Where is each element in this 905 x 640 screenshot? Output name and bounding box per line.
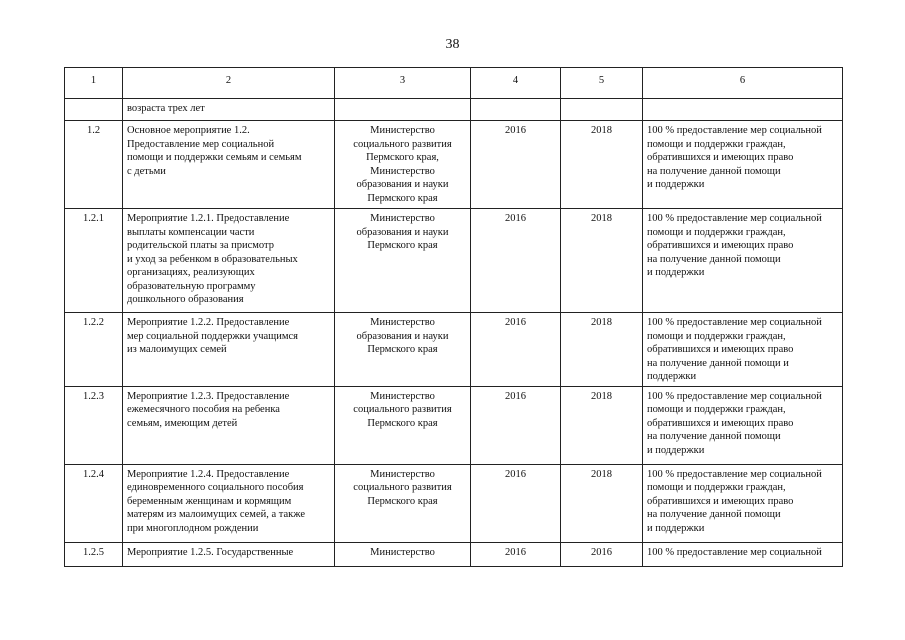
column-header: 2 <box>123 68 335 99</box>
executor-line: Пермского края <box>367 417 438 429</box>
start-year-cell: 2016 <box>471 209 561 313</box>
activity-name-cell <box>123 209 335 313</box>
start-year-cell: 2016 <box>471 313 561 387</box>
expected-result-line: помощи и поддержки граждан, <box>647 138 786 150</box>
activity-name-line: Мероприятие 1.2.2. Предоставление <box>127 317 290 328</box>
executor-cell <box>335 313 471 387</box>
activity-name-line: Мероприятие 1.2.5. Государственные <box>127 546 294 558</box>
executor-line: социального развития <box>353 404 452 415</box>
table-row <box>65 121 843 209</box>
item-number-cell: 1.2.3 <box>65 386 123 464</box>
item-number-cell: 1.2.1 <box>65 209 123 313</box>
executor-cell <box>335 121 471 209</box>
end-year-cell: 2018 <box>561 313 643 387</box>
page-number: 38 <box>445 37 460 52</box>
executor-line: Министерство <box>370 317 435 328</box>
expected-result-line: на получение данной помощи <box>647 165 781 177</box>
expected-result-line: обратившихся и имеющих право <box>647 152 794 163</box>
activity-name-line: матерям из малоимущих семей, а также <box>127 509 306 520</box>
executor-line: Министерство <box>370 165 435 177</box>
expected-result-line: 100 % предоставление мер социальной <box>647 546 822 558</box>
table-row <box>65 99 843 121</box>
executor-line: Пермского края <box>367 192 438 204</box>
end-year-cell: 2018 <box>561 386 643 464</box>
executor-line: Министерство <box>370 125 435 136</box>
activity-name-line: образовательную программу <box>127 280 256 292</box>
activity-name-line: организациях, реализующих <box>127 267 255 278</box>
executor-line: Министерство <box>370 546 435 558</box>
item-number-cell: 1.2.2 <box>65 313 123 387</box>
activity-name-line: ежемесячного пособия на ребенка <box>127 404 280 415</box>
column-header: 1 <box>65 68 123 99</box>
executor-line: Пермского края <box>367 344 438 355</box>
expected-result-line: и поддержки <box>647 444 705 456</box>
expected-result-line: и поддержки <box>647 267 705 278</box>
table-row <box>65 464 843 542</box>
executor-cell <box>335 386 471 464</box>
item-number-cell <box>65 99 123 121</box>
column-header: 6 <box>643 68 843 99</box>
table-rows <box>65 99 843 567</box>
item-number-cell: 1.2.4 <box>65 464 123 542</box>
expected-result-line: 100 % предоставление мер социальной <box>647 213 822 224</box>
item-number-cell: 1.2.5 <box>65 542 123 566</box>
expected-result-line: 100 % предоставление мер социальной <box>647 468 822 480</box>
expected-result-line: обратившихся и имеющих право <box>647 417 794 429</box>
table-row <box>65 313 843 387</box>
executor-line: образования и науки <box>356 330 449 342</box>
table-row <box>65 209 843 313</box>
executor-line: образования и науки <box>356 226 449 238</box>
end-year-cell: 2016 <box>561 542 643 566</box>
expected-result-line: обратившихся и имеющих право <box>647 240 794 251</box>
expected-result-line: помощи и поддержки граждан, <box>647 330 786 342</box>
activity-name-cell <box>123 464 335 542</box>
start-year-cell: 2016 <box>471 386 561 464</box>
activity-name-line: мер социальной поддержки учащимся <box>127 330 299 342</box>
column-header: 4 <box>471 68 561 99</box>
start-year-cell <box>471 99 561 121</box>
end-year-cell: 2018 <box>561 464 643 542</box>
activity-name-line: при многоплодном рождении <box>127 522 259 534</box>
executor-cell <box>335 209 471 313</box>
expected-result-line: помощи и поддержки граждан, <box>647 404 786 415</box>
activity-name-cell <box>123 121 335 209</box>
activity-name-line: из малоимущих семей <box>127 344 227 355</box>
activity-name-line: Мероприятие 1.2.3. Предоставление <box>127 390 290 402</box>
column-header: 3 <box>335 68 471 99</box>
activity-name-line: родительской платы за присмотр <box>127 240 274 251</box>
expected-result-cell <box>643 121 843 209</box>
activity-name-line: Основное мероприятие 1.2. <box>127 125 250 136</box>
start-year-cell: 2016 <box>471 542 561 566</box>
executor-line: Пермского края <box>367 495 438 507</box>
expected-result-line: помощи и поддержки граждан, <box>647 482 786 493</box>
executor-line: Министерство <box>370 213 435 224</box>
end-year-cell: 2018 <box>561 121 643 209</box>
activity-name-line: Мероприятие 1.2.4. Предоставление <box>127 468 290 480</box>
executor-cell <box>335 464 471 542</box>
expected-result-line: и поддержки <box>647 522 705 534</box>
expected-result-line: и поддержки <box>647 179 705 190</box>
table-row <box>65 542 843 566</box>
table-row <box>65 386 843 464</box>
item-number-cell: 1.2 <box>65 121 123 209</box>
activity-name-cell <box>123 313 335 387</box>
executor-line: образования и науки <box>356 179 449 190</box>
expected-result-line: помощи и поддержки граждан, <box>647 226 786 238</box>
program-table <box>64 67 843 567</box>
activity-name-line: семьям, имеющим детей <box>127 417 238 429</box>
end-year-cell: 2018 <box>561 209 643 313</box>
expected-result-line: на получение данной помощи <box>647 253 781 265</box>
executor-line: Министерство <box>370 468 435 480</box>
column-header: 5 <box>561 68 643 99</box>
activity-name-line: помощи и поддержки семьям и семьям <box>127 152 302 163</box>
executor-line: Пермского края <box>367 240 438 251</box>
expected-result-line: обратившихся и имеющих право <box>647 344 794 355</box>
expected-result-line: 100 % предоставление мер социальной <box>647 390 822 402</box>
activity-name-line: выплаты компенсации части <box>127 226 255 238</box>
end-year-cell <box>561 99 643 121</box>
executor-cell <box>335 99 471 121</box>
executor-line: Пермского края, <box>366 152 439 163</box>
activity-name-line: и уход за ребенком в образовательных <box>127 253 298 265</box>
start-year-cell: 2016 <box>471 464 561 542</box>
executor-line: социального развития <box>353 138 452 150</box>
expected-result-line: на получение данной помощи <box>647 509 781 520</box>
executor-line: социального развития <box>353 482 452 493</box>
activity-name-cell <box>123 386 335 464</box>
activity-name-cell <box>123 99 335 121</box>
expected-result-line: 100 % предоставление мер социальной <box>647 125 822 136</box>
expected-result-line: поддержки <box>647 371 697 382</box>
expected-result-line: обратившихся и имеющих право <box>647 495 794 507</box>
expected-result-line: на получение данной помощи <box>647 431 781 442</box>
expected-result-cell <box>643 99 843 121</box>
activity-name-cell <box>123 542 335 566</box>
activity-name-line: с детьми <box>127 165 166 177</box>
activity-name-line: беременным женщинам и кормящим <box>127 495 292 507</box>
expected-result-cell <box>643 313 843 387</box>
activity-name-line: Мероприятие 1.2.1. Предоставление <box>127 213 290 224</box>
activity-name-line: возраста трех лет <box>127 103 205 114</box>
activity-name-line: дошкольного образования <box>127 294 244 305</box>
expected-result-cell <box>643 464 843 542</box>
start-year-cell: 2016 <box>471 121 561 209</box>
column-number-row <box>65 68 843 99</box>
expected-result-cell <box>643 542 843 566</box>
executor-cell <box>335 542 471 566</box>
executor-line: Министерство <box>370 390 435 402</box>
expected-result-cell <box>643 209 843 313</box>
expected-result-line: 100 % предоставление мер социальной <box>647 317 822 328</box>
activity-name-line: единовременного социального пособия <box>127 482 304 493</box>
expected-result-line: на получение данной помощи и <box>647 357 789 369</box>
activity-name-line: Предоставление мер социальной <box>127 138 275 150</box>
expected-result-cell <box>643 386 843 464</box>
